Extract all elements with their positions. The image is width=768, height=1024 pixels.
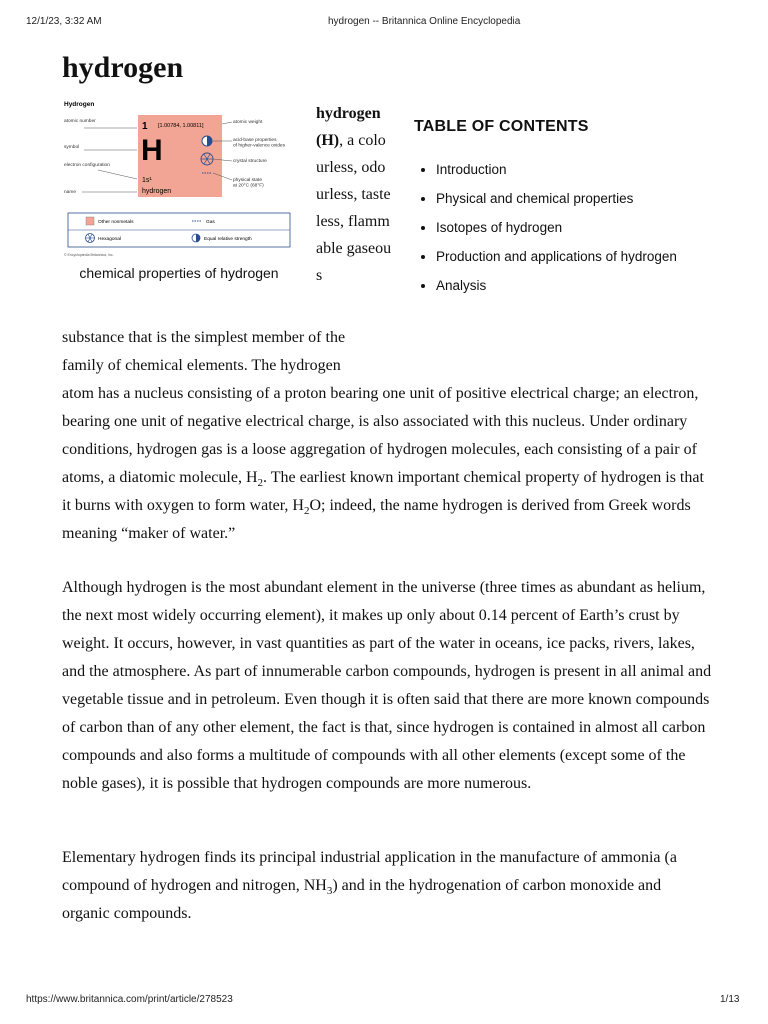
toc-item-analysis[interactable]: • Analysis (436, 276, 704, 296)
label-atomic-weight: atomic weight (233, 120, 263, 125)
legend-nonmetal-swatch (86, 217, 94, 225)
legend-equal-strength: Equal relative strength (204, 237, 252, 242)
toc-item-introduction[interactable]: • Introduction (436, 160, 704, 180)
paragraph-1-rest (62, 380, 712, 548)
subscript-2-h2: 2 (257, 477, 263, 490)
tile-symbol: H (141, 134, 163, 167)
legend-equal-strength-icon (192, 234, 200, 242)
toc-item-isotopes[interactable]: • Isotopes of hydrogen (436, 218, 704, 238)
paragraph-1-continued: substance that is the simplest member of the family of chemical elements. The hydrogen (62, 329, 346, 374)
p1-text-c: O; indeed, the name hydrogen is derived from Greek words meaning “maker of water.” (62, 497, 691, 542)
subscript-2-h2o: 2 (303, 505, 310, 518)
toc-item-production[interactable]: • Production and applications of hydrogen (436, 247, 704, 267)
element-tile-image[interactable] (62, 98, 296, 261)
label-symbol: symbol (64, 145, 80, 150)
table-of-contents (414, 118, 704, 305)
p1-text-b: . The earliest known important chemical property of hydrogen is that it burns with oxygen to form water, H (62, 469, 704, 514)
p3-text-b: ) and in the hydrogenation of carbon monoxide and organic compounds. (62, 877, 662, 922)
subscript-3-nh3: 3 (326, 885, 333, 898)
label-electron-config: electron configuration (64, 163, 110, 168)
tile-name: hydrogen (142, 188, 172, 195)
print-url[interactable]: https://www.britannica.com/print/article/278523 (26, 994, 233, 1005)
print-page-count: 1/13 (720, 994, 740, 1005)
legend-gas: Gas (206, 220, 215, 225)
legend-hexagonal: Hexagonal (98, 237, 121, 242)
half-circle-icon (202, 136, 212, 146)
toc-item-physical-chemical[interactable]: • Physical and chemical properties (436, 189, 704, 209)
toc-list (414, 160, 704, 296)
tile-atomic-number: 1 (142, 121, 148, 132)
print-page-title: hydrogen -- Britannica Online Encyclopedia (328, 16, 521, 27)
label-atomic-number: atomic number (64, 119, 96, 124)
paragraph-2: Although hydrogen is the most abundant element in the universe (three times as abundant as helium, the next most widely occurring element), it makes up only about 0.14 percent of Earth’s crust by weight. It occurs, however, in vast quantities as part of the water in oceans, ice packs, rivers, lakes, and the atmosphere. As part of innumerable carbon compounds, hydrogen is present in all animal and vegetable tissue and in petroleum. Even though it is often said that there are more known compounds of carbon than of any other element, the fact is that, since hydrogen is contained in almost all carbon compounds and also forms a multitude of compounds with all other elements (except some of the noble gases), it is possible that hydrogen compounds are more numerous. (62, 579, 712, 792)
toc-heading: TABLE OF CONTENTS (414, 118, 589, 135)
label-crystal-structure: crystal structure (233, 159, 267, 164)
paragraph-3 (62, 844, 712, 928)
figure-caption: chemical properties of hydrogen (79, 265, 279, 281)
p3-text-a: Elementary hydrogen finds its principal industrial application in the manufacture of ammonia (a compound of hydrogen and nitrogen, NH (62, 849, 677, 894)
lead-term: hydrogen (316, 105, 381, 122)
legend-other-nonmetals: Other nonmetals (98, 220, 134, 225)
lead-symbol: (H) (316, 132, 340, 149)
p1-text-a: atom has a nucleus consisting of a proton bearing one unit of positive electrical charge; an electron, bearing one unit of negative electrical charge, is also associated with this nucleus. Under ordinary conditions, hydrogen gas is a loose aggregation of hydrogen molecules, each consisting of a pair of atoms, a diatomic molecule, H (62, 385, 699, 486)
figure-heading: Hydrogen (64, 101, 95, 108)
figure-copyright: © Encyclopædia Britannica, Inc. (64, 253, 114, 257)
label-acid-base: acid-base properties of higher-valence oxides (233, 138, 285, 149)
label-name: name (64, 190, 76, 195)
tile-atomic-weight: [1.00784, 1.00811] (158, 123, 204, 129)
element-figure[interactable] (62, 98, 296, 281)
lead-description: , a colourless, odourless, tasteless, flammable gaseous (316, 132, 392, 284)
print-datetime: 12/1/23, 3:32 AM (26, 16, 102, 27)
lead-text (316, 100, 392, 289)
article-title: hydrogen (62, 51, 184, 84)
tile-electron-config: 1s¹ (142, 177, 152, 184)
label-physical-state: physical state at 20°C (68°F) (233, 178, 264, 189)
